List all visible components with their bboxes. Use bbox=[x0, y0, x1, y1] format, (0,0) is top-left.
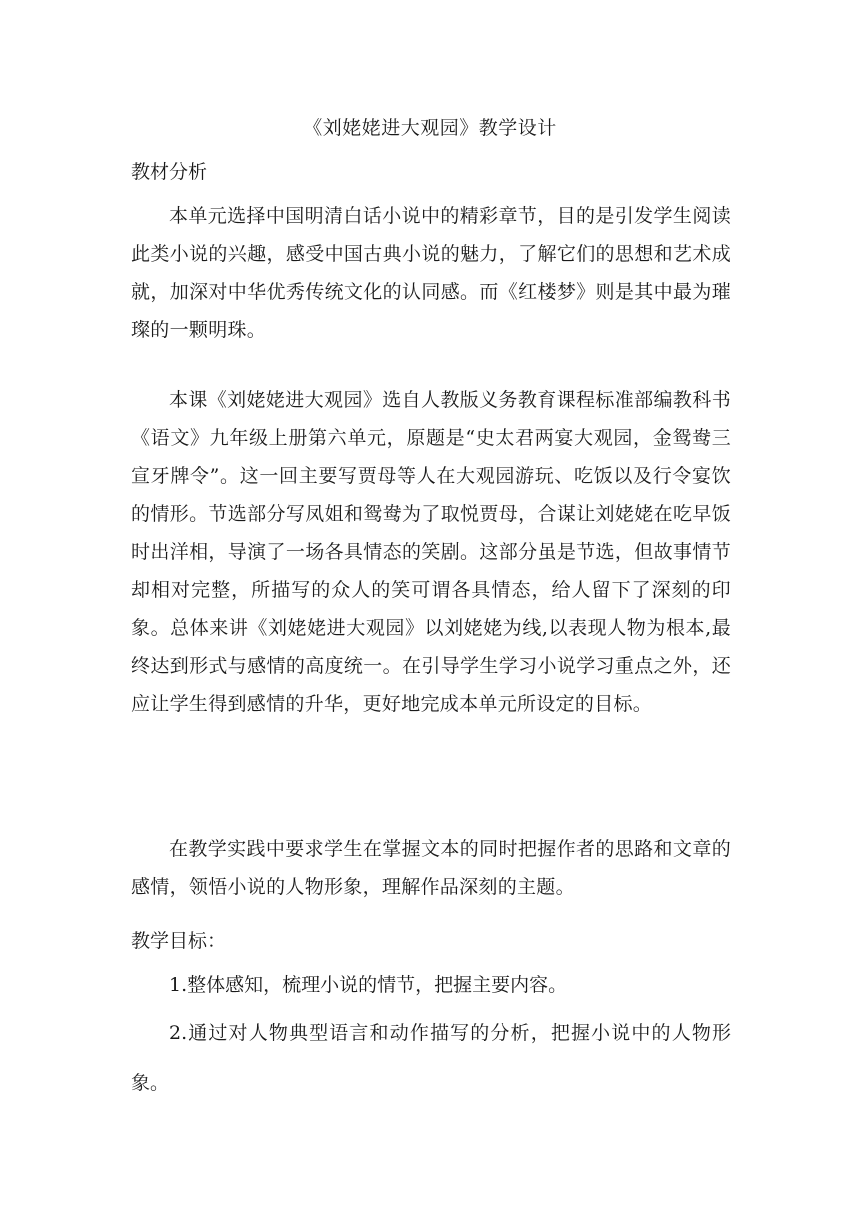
document-title: 《刘姥姥进大观园》教学设计 bbox=[303, 117, 557, 139]
goal-item-1: 1.整体感知，梳理小说的情节，把握主要内容。 bbox=[169, 974, 568, 996]
section-heading-textbook-analysis: 教材分析 bbox=[131, 161, 208, 183]
paragraph-teaching-practice: 在教学实践中要求学生在掌握文本的同时把握作者的思路和文章的感情，领悟小说的人物形象，理解作品深刻的主题。 bbox=[131, 838, 731, 898]
section-heading-teaching-goals: 教学目标： bbox=[131, 930, 227, 952]
goal-item-2: 2.通过对人物典型语言和动作描写的分析，把握小说中的人物形象。 bbox=[131, 1022, 731, 1094]
paragraph-unit-intro: 本单元选择中国明清白话小说中的精彩章节，目的是引发学生阅读此类小说的兴趣，感受中国古典小说的魅力，了解它们的思想和艺术成就，加深对中华优秀传统文化的认同感。而《红楼梦》则是其中最为璀璨的一颗明珠。 bbox=[131, 205, 731, 341]
paragraph-lesson-background: 本课《刘姥姥进大观园》选自人教版义务教育课程标准部编教科书《语文》九年级上册第六单元，原题是“史太君两宴大观园，金鸳鸯三宣牙牌令”。这一回主要写贾母等人在大观园游玩、吃饭以及行令宴饮的情形。节选部分写凤姐和鸳鸯为了取悦贾母，合谋让刘姥姥在吃早饭时出洋相，导演了一场各具情态的笑剧。这部分虽是节选，但故事情节却相对完整，所描写的众人的笑可谓各具情态，给人留下了深刻的印象。总体来讲《刘姥姥进大观园》以刘姥姥为线,以表现人物为根本,最终达到形式与感情的高度统一。在引导学生学习小说学习重点之外，还应让学生得到感情的升华，更好地完成本单元所设定的目标。 bbox=[131, 389, 731, 715]
